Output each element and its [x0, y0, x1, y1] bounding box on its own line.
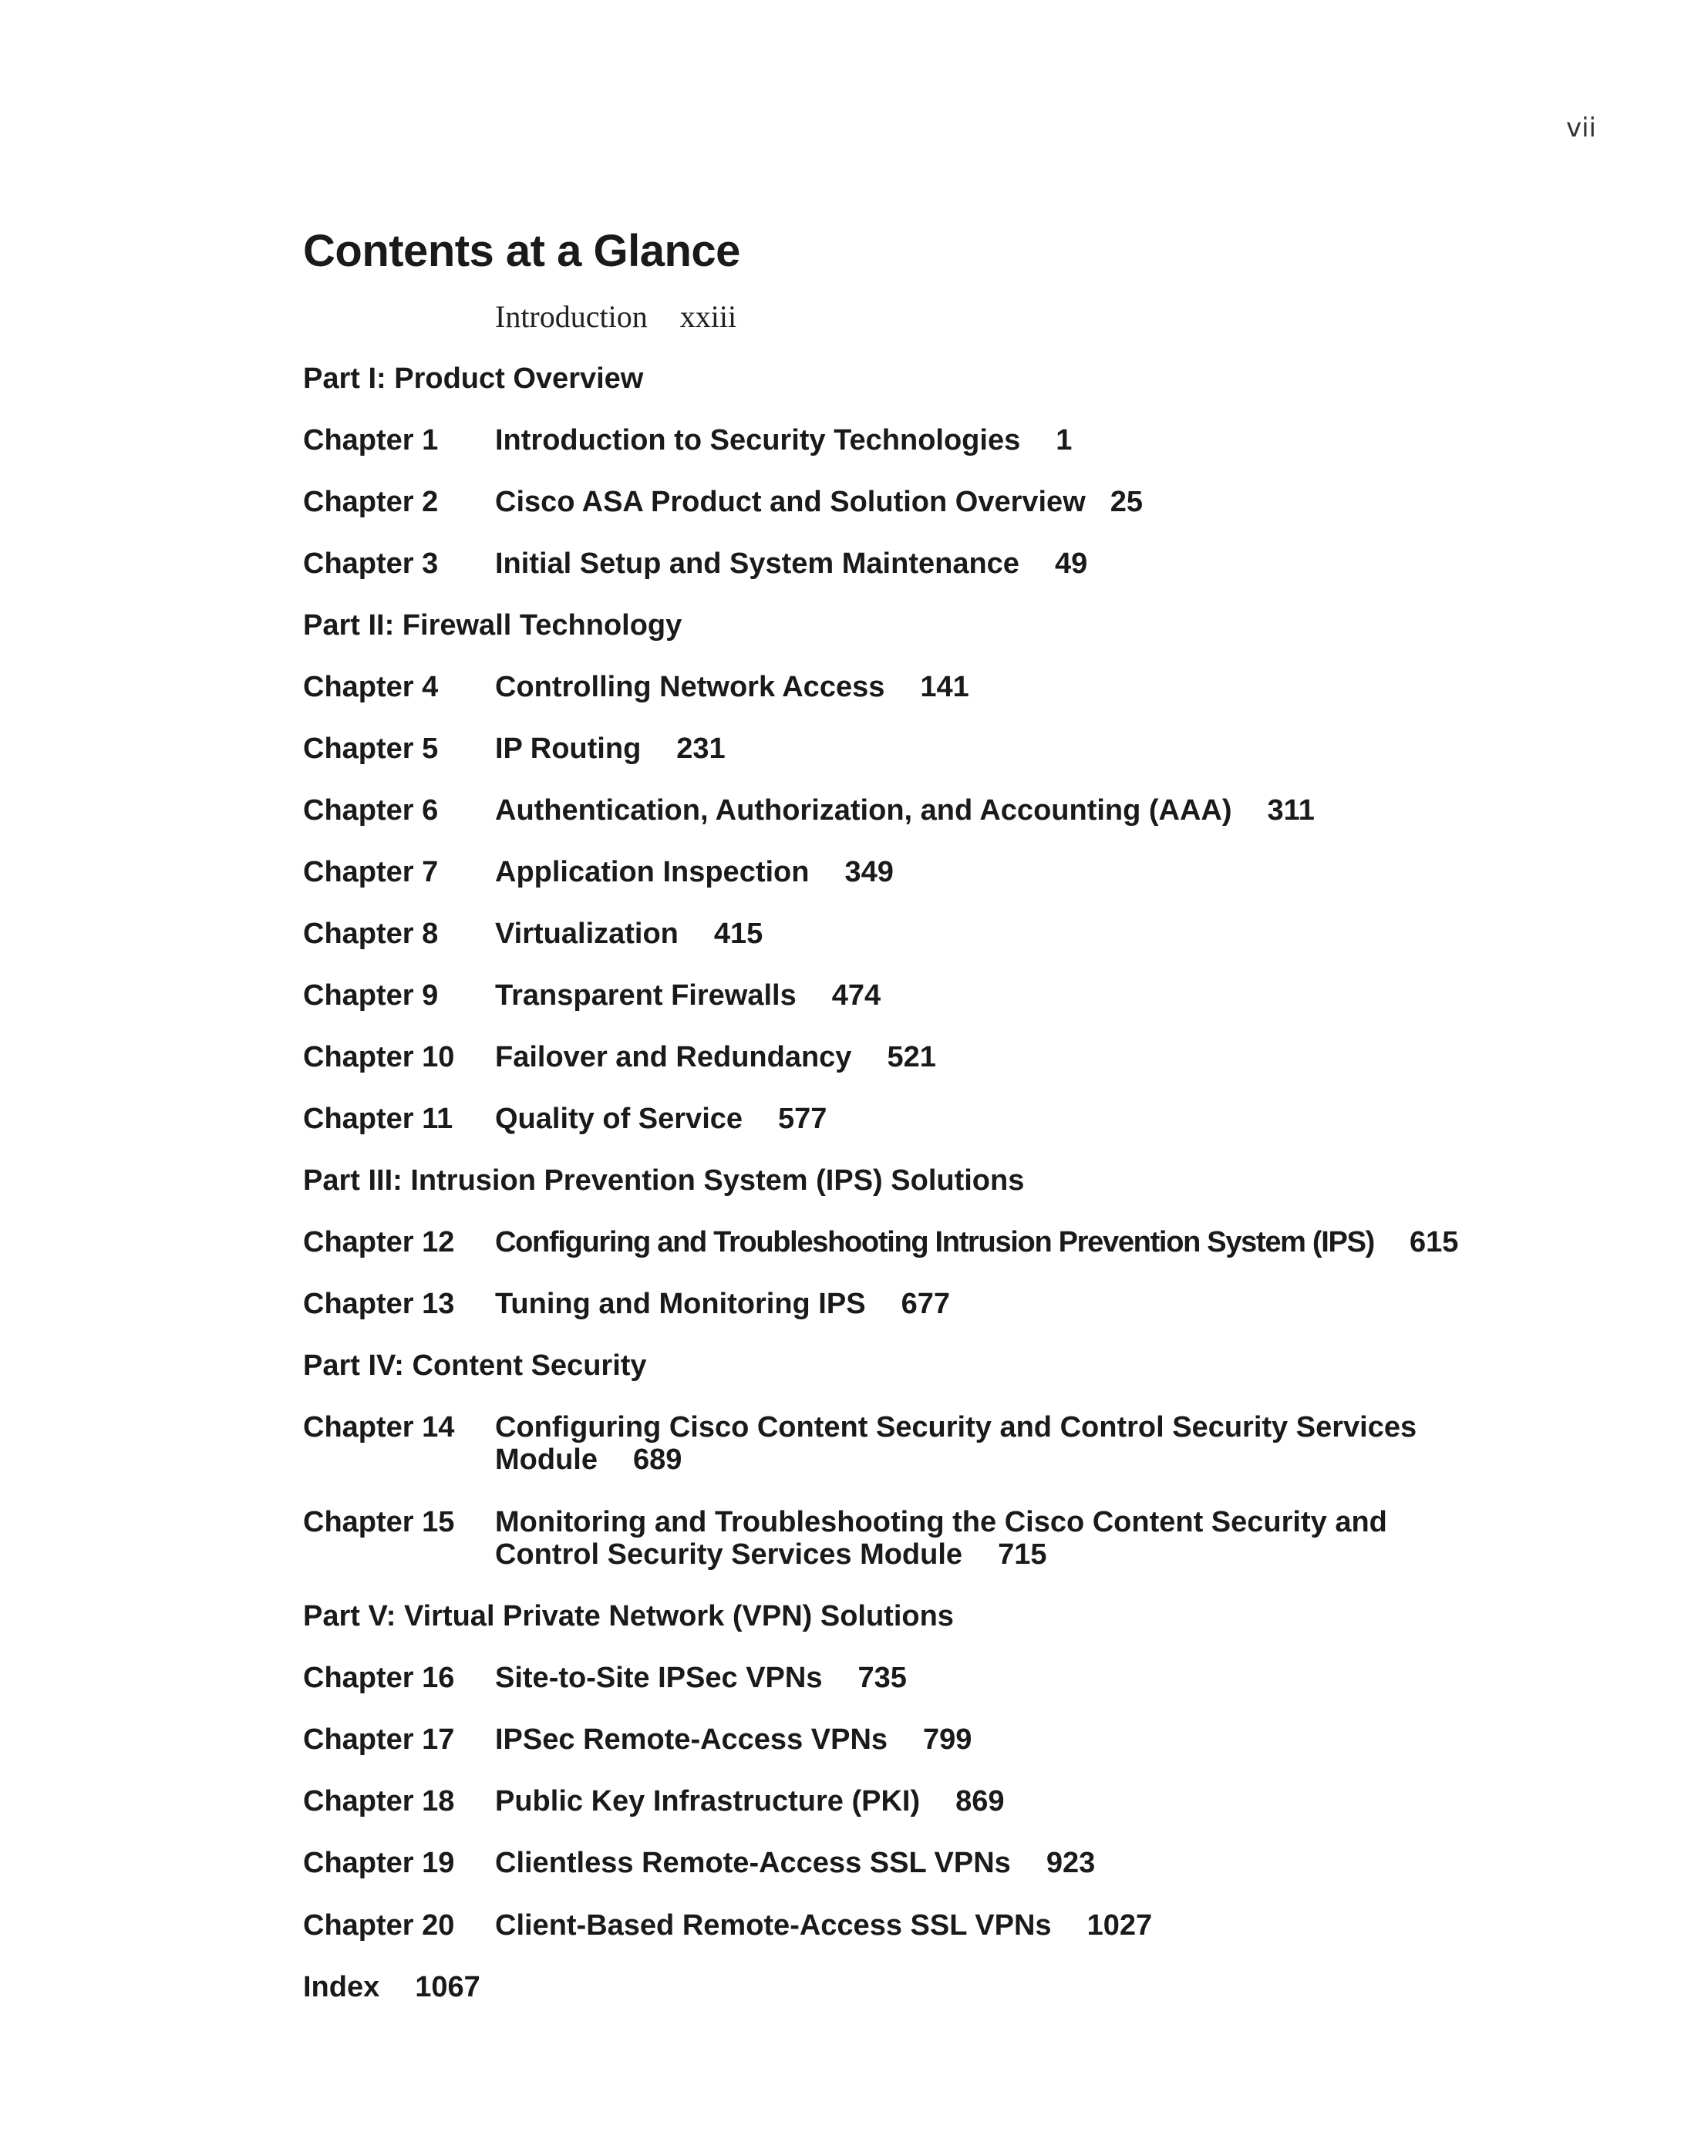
chapter-title: Introduction to Security Technologies: [495, 424, 1021, 456]
chapter-label: Chapter 6: [303, 794, 439, 827]
part-heading-4[interactable]: Part IV: Content Security: [303, 1349, 647, 1382]
chapter-title: Clientless Remote-Access SSL VPNs: [495, 1847, 1011, 1879]
chapter-label: Chapter 17: [303, 1723, 455, 1756]
chapter-label: Chapter 14: [303, 1411, 455, 1444]
chapter-label: Chapter 12: [303, 1226, 455, 1258]
chapter-title: Cisco ASA Product and Solution Overview: [495, 486, 1086, 518]
chapter-label: Chapter 16: [303, 1662, 455, 1694]
chapter-page: 349: [844, 856, 894, 888]
chapter-title: Monitoring and Troubleshooting the Cisco Content Security and: [495, 1506, 1387, 1538]
page-title: Contents at a Glance: [303, 226, 740, 276]
chapter-title: Failover and Redundancy: [495, 1041, 852, 1073]
toc-index[interactable]: [303, 1971, 480, 2003]
chapter-page: 521: [887, 1041, 936, 1073]
chapter-page: 25: [1110, 486, 1144, 518]
chapter-label: Chapter 4: [303, 671, 439, 703]
part-heading-5[interactable]: Part V: Virtual Private Network (VPN) Solutions: [303, 1600, 954, 1632]
chapter-title-line2: Control Security Services Module: [495, 1538, 963, 1571]
chapter-title: Public Key Infrastructure (PKI): [495, 1785, 921, 1817]
chapter-title: Quality of Service: [495, 1103, 743, 1135]
chapter-page: 474: [831, 979, 881, 1012]
chapter-label: Chapter 11: [303, 1103, 453, 1135]
chapter-page: 869: [955, 1785, 1005, 1817]
chapter-page: 689: [632, 1444, 682, 1476]
chapter-page: 49: [1054, 547, 1088, 580]
part-heading-1[interactable]: Part I: Product Overview: [303, 362, 644, 395]
part-heading-2[interactable]: Part II: Firewall Technology: [303, 609, 682, 642]
chapter-title: Initial Setup and System Maintenance: [495, 547, 1019, 580]
chapter-title: Application Inspection: [495, 856, 810, 888]
chapter-title: Virtualization: [495, 918, 679, 950]
introduction-label: Introduction: [495, 299, 648, 334]
chapter-label: Chapter 10: [303, 1041, 455, 1073]
chapter-title-line2: Module: [495, 1444, 598, 1476]
chapter-title: Tuning and Monitoring IPS: [495, 1288, 866, 1320]
chapter-label: Chapter 15: [303, 1506, 455, 1538]
chapter-page: 923: [1046, 1847, 1096, 1879]
index-label: Index: [303, 1971, 380, 2003]
chapter-title: Site-to-Site IPSec VPNs: [495, 1662, 823, 1694]
toc-introduction[interactable]: [495, 298, 736, 335]
chapter-title: Configuring Cisco Content Security and Control Security Services: [495, 1411, 1417, 1444]
chapter-page: 1: [1056, 424, 1073, 456]
chapter-label: Chapter 8: [303, 918, 439, 950]
part-heading-3[interactable]: Part III: Intrusion Prevention System (IPS) Solutions: [303, 1164, 1025, 1197]
chapter-title: Controlling Network Access: [495, 671, 885, 703]
chapter-title: IP Routing: [495, 733, 642, 765]
chapter-label: Chapter 18: [303, 1785, 455, 1817]
chapter-title: Configuring and Troubleshooting Intrusion Prevention System (IPS): [495, 1226, 1374, 1258]
chapter-page: 1027: [1086, 1909, 1153, 1942]
chapter-label: Chapter 20: [303, 1909, 455, 1942]
chapter-page: 141: [920, 671, 969, 703]
chapter-label: Chapter 19: [303, 1847, 455, 1879]
chapter-page: 715: [998, 1538, 1047, 1571]
chapter-page: 735: [857, 1662, 907, 1694]
index-page: 1067: [415, 1971, 480, 2003]
chapter-label: Chapter 1: [303, 424, 439, 456]
chapter-title: Client-Based Remote-Access SSL VPNs: [495, 1909, 1052, 1942]
chapter-page: 799: [923, 1723, 972, 1756]
chapter-label: Chapter 2: [303, 486, 439, 518]
chapter-label: Chapter 7: [303, 856, 439, 888]
chapter-page: 615: [1409, 1226, 1459, 1258]
chapter-label: Chapter 13: [303, 1288, 455, 1320]
introduction-page: xxiii: [679, 299, 737, 334]
chapter-page: 231: [676, 733, 726, 765]
chapter-title: IPSec Remote-Access VPNs: [495, 1723, 888, 1756]
chapter-title: Authentication, Authorization, and Accounting (AAA): [495, 794, 1232, 827]
chapter-page: 415: [713, 918, 763, 950]
chapter-label: Chapter 3: [303, 547, 439, 580]
chapter-label: Chapter 9: [303, 979, 439, 1012]
chapter-page: 577: [778, 1103, 827, 1135]
chapter-label: Chapter 5: [303, 733, 439, 765]
chapter-page: 311: [1267, 794, 1315, 827]
page-number: vii: [1565, 113, 1596, 143]
chapter-page: 677: [901, 1288, 950, 1320]
chapter-title: Transparent Firewalls: [495, 979, 797, 1012]
